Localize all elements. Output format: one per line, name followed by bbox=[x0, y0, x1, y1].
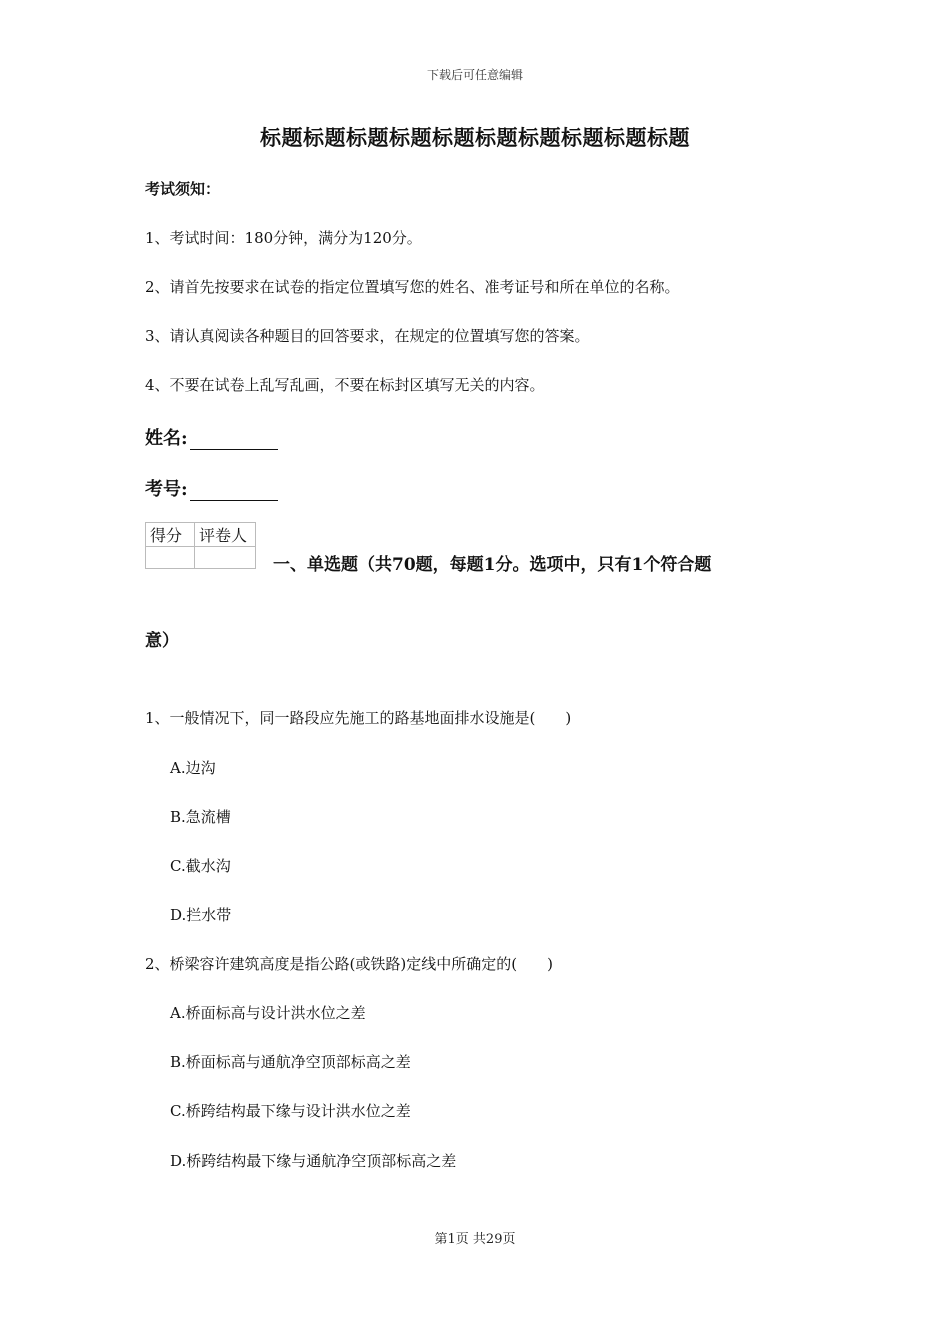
exam-number-field bbox=[145, 475, 278, 501]
question-2-stem: 2、桥梁容许建筑高度是指公路(或铁路)定线中所确定的( ) bbox=[145, 955, 553, 973]
question-1-option-c[interactable]: C.截水沟 bbox=[170, 857, 231, 875]
question-2-option-c[interactable]: C.桥跨结构最下缘与设计洪水位之差 bbox=[170, 1102, 411, 1120]
score-header: 得分 bbox=[146, 523, 195, 547]
page-header: 下载后可任意编辑 bbox=[426, 68, 523, 82]
question-2-option-b[interactable]: B.桥面标高与通航净空顶部标高之差 bbox=[170, 1053, 411, 1071]
section-heading: 一、单选题（共70题，每题1分。选项中，只有1个符合题 bbox=[273, 555, 712, 575]
score-table bbox=[145, 522, 256, 569]
score-cell[interactable] bbox=[146, 547, 195, 569]
exam-number-blank[interactable] bbox=[190, 482, 278, 501]
question-1-option-d[interactable]: D.拦水带 bbox=[170, 906, 232, 924]
grader-header: 评卷人 bbox=[195, 523, 256, 547]
question-2-option-d[interactable]: D.桥跨结构最下缘与通航净空顶部标高之差 bbox=[170, 1152, 457, 1170]
page-footer: 第1页 共29页 bbox=[434, 1232, 516, 1247]
question-1-stem: 1、一般情况下，同一路段应先施工的路基地面排水设施是( ) bbox=[145, 709, 572, 727]
notice-item-2: 2、请首先按要求在试卷的指定位置填写您的姓名、准考证号和所在单位的名称。 bbox=[145, 278, 680, 296]
name-blank[interactable] bbox=[190, 431, 278, 450]
exam-number-label: 考号: bbox=[145, 479, 188, 500]
notice-item-3: 3、请认真阅读各种题目的回答要求，在规定的位置填写您的答案。 bbox=[145, 327, 590, 345]
question-1-option-a[interactable]: A.边沟 bbox=[170, 759, 216, 777]
grader-cell[interactable] bbox=[195, 547, 256, 569]
notice-item-4: 4、不要在试卷上乱写乱画，不要在标封区填写无关的内容。 bbox=[145, 376, 545, 394]
name-label: 姓名: bbox=[145, 428, 188, 449]
notice-heading: 考试须知： bbox=[145, 180, 221, 198]
document-title: 标题标题标题标题标题标题标题标题标题标题 bbox=[260, 125, 690, 150]
name-field bbox=[145, 424, 278, 450]
notice-item-1: 1、考试时间：180分钟，满分为120分。 bbox=[145, 229, 422, 247]
question-1-option-b[interactable]: B.急流槽 bbox=[170, 808, 231, 826]
section-heading-continued: 意） bbox=[145, 631, 179, 651]
question-2-option-a[interactable]: A.桥面标高与设计洪水位之差 bbox=[170, 1004, 366, 1022]
